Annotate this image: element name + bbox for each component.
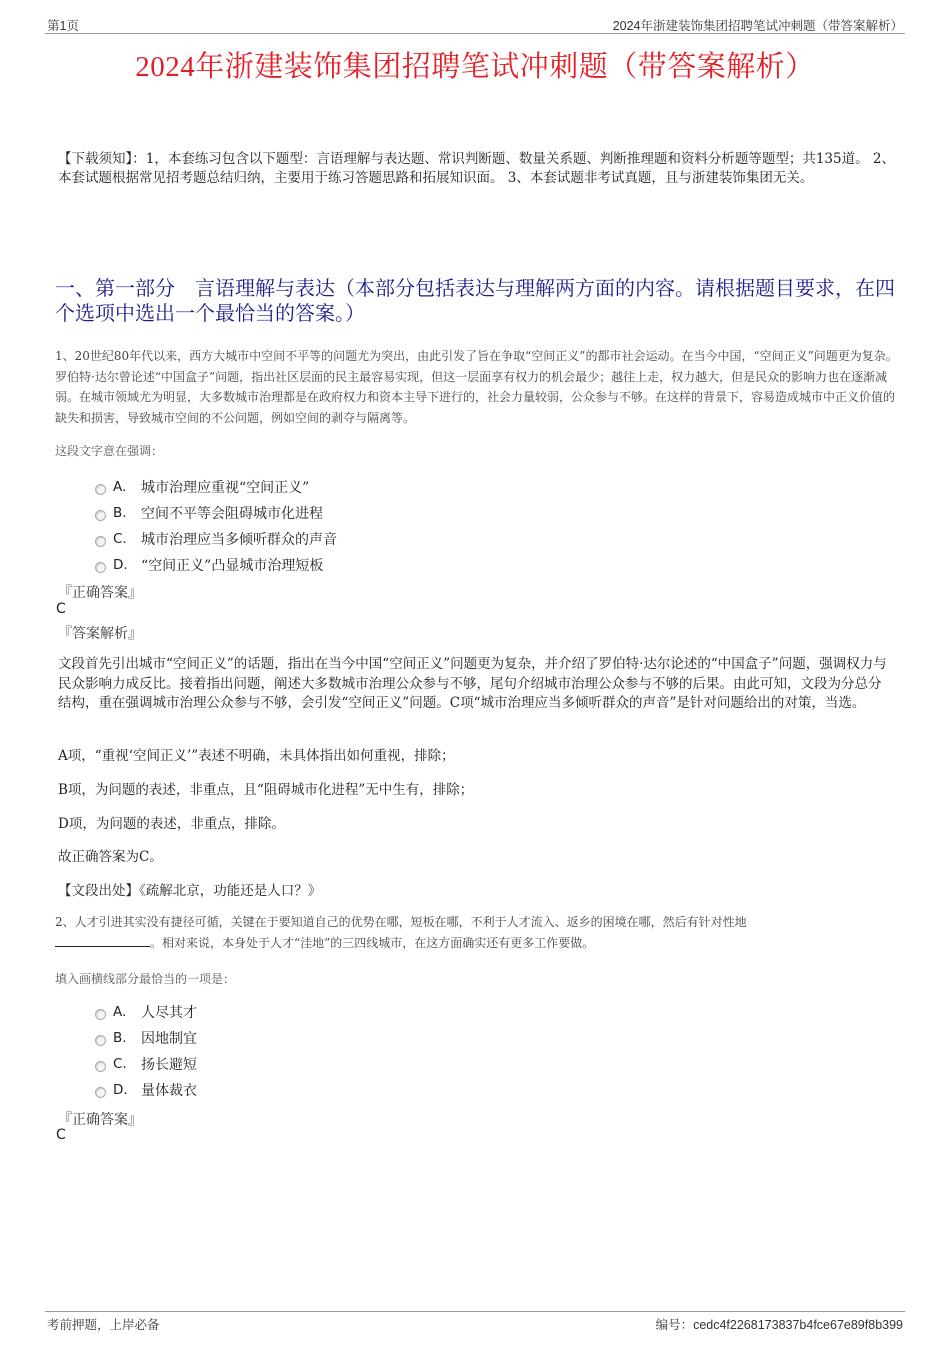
question-1-stem: 1、20世纪80年代以来，西方大城市中空间不平等的问题尤为突出，由此引发了旨在争取“空间正义”的都市社会运动。在当今中国，“空间正义”问题更为复杂。罗伯特·达尔曾论述“中国盒子”问题，指出社区层面的民主最容易实现，但这一层面享有权力的机会最少；越往上走，权力越大，但是民众的影响力也在逐渐减弱。在城市领域尤为明显，大多数城市治理都是在政府权力和资本主导下进行的，社会力量较弱，公众参与不够。在这样的背景下，容易造成城市中正义价值的缺失和损害，导致城市空间的不公问题，例如空间的剥夺与隔离等。 bbox=[55, 349, 898, 425]
page-number: 第1页 bbox=[47, 19, 79, 33]
radio-icon[interactable] bbox=[95, 562, 106, 573]
question-1-options bbox=[95, 474, 495, 578]
radio-icon[interactable] bbox=[95, 1035, 106, 1046]
footer-slogan: 考前押题，上岸必备 bbox=[47, 1318, 160, 1332]
radio-icon[interactable] bbox=[95, 1009, 106, 1020]
question-2-prompt: 填入画横线部分最恰当的一项是： bbox=[55, 972, 236, 986]
question-1-answer: C bbox=[56, 601, 66, 617]
download-notice: 【下载须知】：1，本套练习包含以下题型：言语理解与表达题、常识判断题、数量关系题、判断推理题和资料分析题等题型；共135道。 2、本套试题根据常见招考题总结归纳，主要用于练习答题思路和拓展知识面。 3、本套试题非考试真题，且与浙建装饰集团无关。 bbox=[58, 151, 895, 186]
radio-icon[interactable] bbox=[95, 1061, 106, 1072]
footer-serial: 编号：cedc4f2268173837b4fce67e89f8b399 bbox=[655, 1318, 903, 1332]
header-doc-title: 2024年浙建装饰集团招聘笔试冲刺题（带答案解析） bbox=[612, 19, 903, 33]
page-footer bbox=[45, 1311, 905, 1335]
question-2-option-b[interactable]: B. 因地制宜 bbox=[95, 1025, 495, 1051]
question-1-analysis: 文段首先引出城市“空间正义”的话题，指出在当今中国“空间正义”问题更为复杂，并介绍了罗伯特·达尔论述的“中国盒子”问题，强调权力与民众影响力成反比。接着指出问题，阐述大多数城市治理公众参与不够，尾句介绍城市治理公众参与不够的后果。由此可知，文段为分总分结构，重在强调城市治理公众参与不够，会引发“空间正义”问题。C项“城市治理应当多倾听群众的声音”是针对问题给出的对策，当选。 bbox=[58, 656, 887, 711]
question-1-option-c[interactable]: C. 城市治理应当多倾听群众的声音 bbox=[95, 526, 495, 552]
document-title: 2024年浙建装饰集团招聘笔试冲刺题（带答案解析） bbox=[135, 51, 815, 83]
question-1-prompt: 这段文字意在强调： bbox=[55, 444, 164, 458]
section-heading: 一、第一部分 言语理解与表达（本部分包括表达与理解两方面的内容。请根据题目要求，在四个选项中选出一个最恰当的答案。） bbox=[55, 276, 895, 325]
analysis-option-d: D项，为问题的表述，非重点，排除。 bbox=[58, 816, 285, 832]
analysis-option-a: A项，“重视‘空间正义’”表述不明确，未具体指出如何重视，排除； bbox=[58, 748, 455, 764]
radio-icon[interactable] bbox=[95, 536, 106, 547]
question-2-options bbox=[95, 999, 495, 1103]
question-2-answer: C bbox=[56, 1127, 66, 1143]
radio-icon[interactable] bbox=[95, 484, 106, 495]
question-2-answer-label: 『正确答案』 bbox=[58, 1112, 142, 1128]
radio-icon[interactable] bbox=[95, 510, 106, 521]
question-2-option-c[interactable]: C. 扬长避短 bbox=[95, 1051, 495, 1077]
question-1-analysis-label: 『答案解析』 bbox=[58, 626, 142, 642]
question-1-option-b[interactable]: B. 空间不平等会阻碍城市化进程 bbox=[95, 500, 495, 526]
analysis-option-b: B项，为问题的表述，非重点，且“阻碍城市化进程”无中生有，排除； bbox=[58, 782, 474, 798]
question-1-option-d[interactable]: D. “空间正义”凸显城市治理短板 bbox=[95, 552, 495, 578]
fill-in-blank bbox=[55, 935, 150, 947]
question-2-option-d[interactable]: D. 量体裁衣 bbox=[95, 1077, 495, 1103]
question-2-stem: 2、人才引进其实没有捷径可循，关键在于要知道自己的优势在哪，短板在哪，不利于人才流入、返乡的困境在哪，然后有针对性地 。相对来说，本身处于人才“洼地”的三四线城市，在这方面确实还有更多工作要做。 bbox=[55, 915, 747, 950]
analysis-conclusion: 故正确答案为C。 bbox=[58, 849, 163, 865]
radio-icon[interactable] bbox=[95, 1087, 106, 1098]
analysis-source: 【文段出处】《疏解北京，功能还是人口？》 bbox=[58, 883, 322, 899]
page-header bbox=[45, 14, 905, 34]
question-1-answer-label: 『正确答案』 bbox=[58, 585, 142, 601]
question-2-option-a[interactable]: A. 人尽其才 bbox=[95, 999, 495, 1025]
question-1-option-a[interactable]: A. 城市治理应重视“空间正义” bbox=[95, 474, 495, 500]
